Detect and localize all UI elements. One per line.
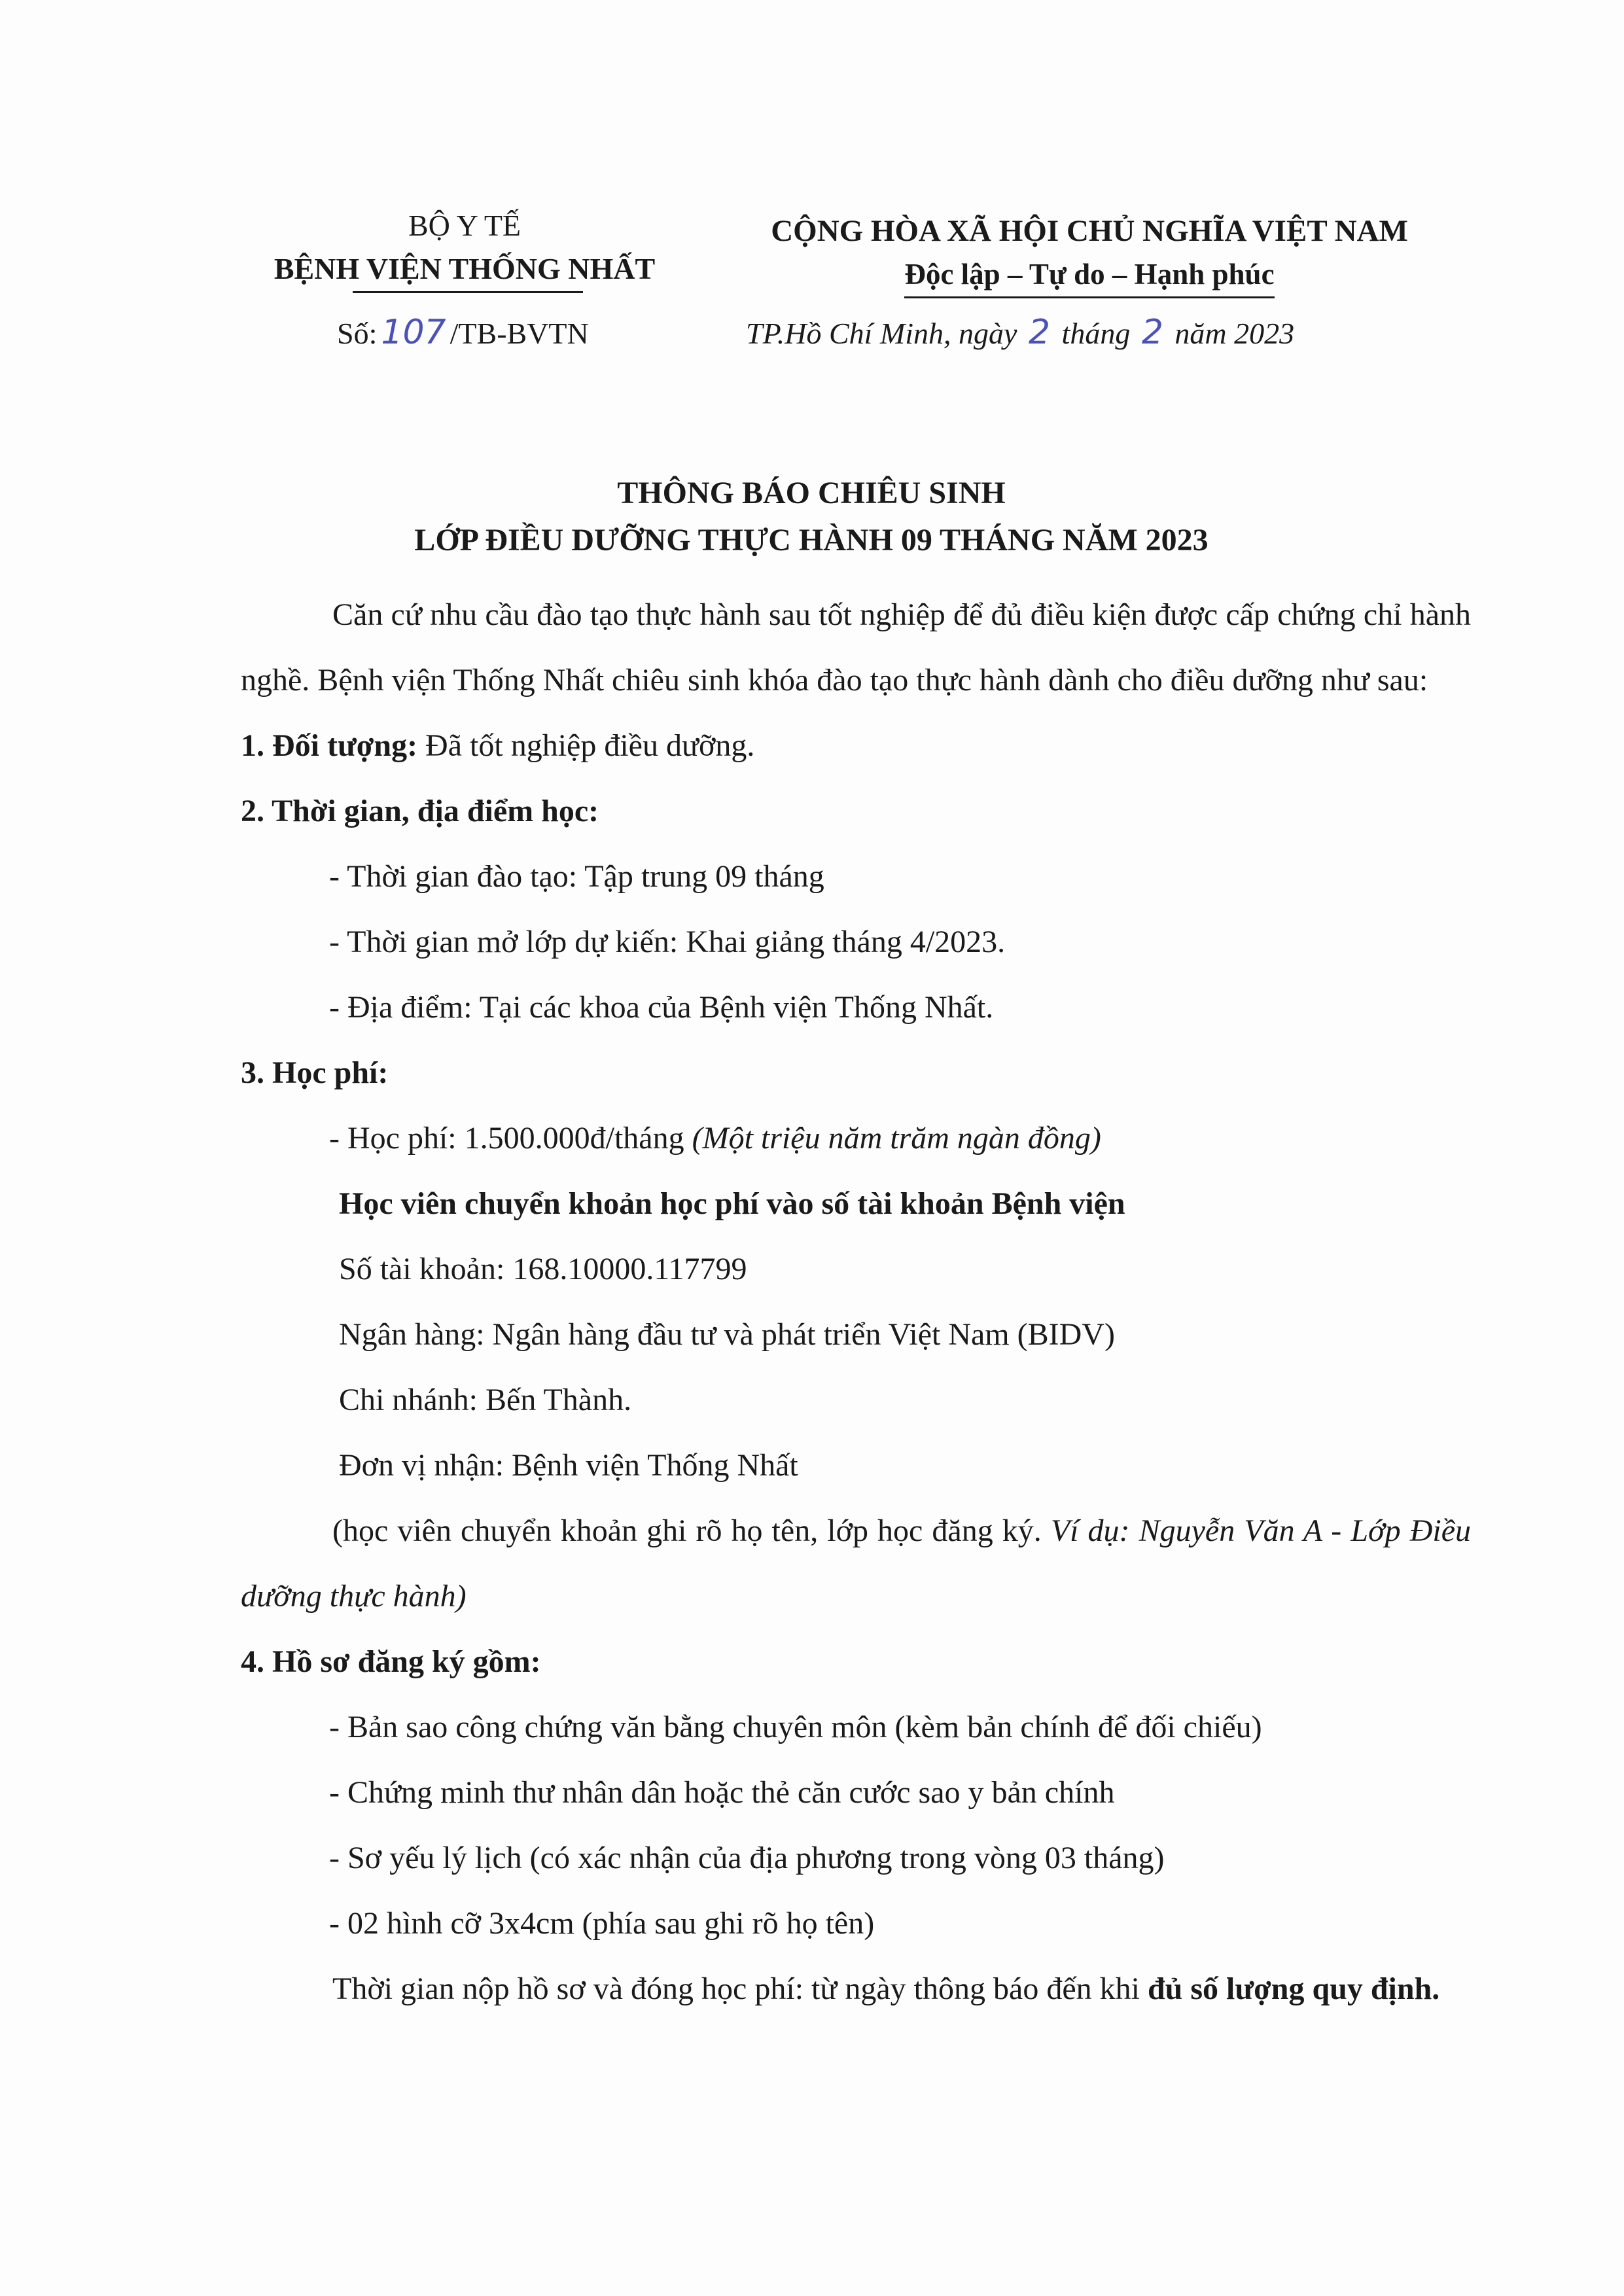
document-item: - Chứng minh thư nhân dân hoặc thẻ căn cước sao y bản chính [329,1775,1115,1810]
month-label: tháng [1061,317,1131,350]
transfer-note: Học viên chuyển khoản học phí vào số tài khoản Bệnh viện [339,1186,1125,1221]
intro-paragraph: Căn cứ nhu cầu đào tạo thực hành sau tốt nghiệp để đủ điều kiện được cấp chứng chỉ hành nghề. Bệnh viện Thống Nhất chiêu sinh khóa đào tạo thực hành dành cho điều dưỡng như sau: [241,597,1471,698]
section-1-text: Đã tốt nghiệp điều dưỡng. [417,728,755,763]
section-2-item: - Thời gian đào tạo: Tập trung 09 tháng [329,859,824,894]
national-motto: Độc lập – Tự do – Hạnh phúc [904,253,1274,296]
handwritten-day: 2 [1028,313,1051,352]
tuition-fee-words: (Một triệu năm trăm ngàn đồng) [692,1121,1101,1156]
deadline-bold: đủ số lượng quy định. [1147,1971,1440,2006]
document-title [236,470,1387,564]
account-number: Số tài khoản: 168.10000.117799 [339,1252,747,1286]
document-item: - 02 hình cỡ 3x4cm (phía sau ghi rõ họ tên) [329,1906,875,1941]
section-target [241,713,1471,779]
handwritten-month: 2 [1141,313,1163,352]
transfer-example-text: (học viên chuyển khoản ghi rõ họ tên, lớp học đăng ký. [332,1513,1051,1548]
bank-name: Ngân hàng: Ngân hàng đầu tư và phát triển Việt Nam (BIDV) [339,1317,1115,1352]
section-1-heading: 1. Đối tượng: [241,728,418,763]
place-prefix: TP.Hồ Chí Minh, ngày [746,317,1017,350]
handwritten-doc-number: 107 [381,313,446,352]
ministry-name: BỘ Y TẾ [408,209,521,242]
section-2-item: - Địa điểm: Tại các khoa của Bệnh viện Thống Nhất. [329,990,994,1025]
year-text: năm 2023 [1174,317,1295,350]
tuition-fee [241,1106,1471,1171]
bank-branch: Chi nhánh: Bến Thành. [339,1383,632,1417]
document-number [337,313,589,352]
tuition-fee-text: - Học phí: 1.500.000đ/tháng [329,1121,692,1156]
title-line-1: THÔNG BÁO CHIÊU SINH [617,476,1006,510]
submission-deadline [241,1956,1471,2022]
title-line-2: LỚP ĐIỀU DƯỠNG THỰC HÀNH 09 THÁNG NĂM 2023 [414,523,1209,557]
document-body [241,582,1471,2022]
issuing-agency [216,204,713,291]
national-title: CỘNG HÒA XÃ HỘI CHỦ NGHĨA VIỆT NAM [771,214,1408,248]
deadline-text: Thời gian nộp hồ sơ và đóng học phí: từ ngày thông báo đến khi [332,1971,1148,2006]
transfer-example [241,1498,1471,1629]
national-header [713,209,1466,296]
section-4-heading: 4. Hồ sơ đăng ký gồm: [241,1644,541,1679]
document-item: - Bản sao công chứng văn bằng chuyên môn (kèm bản chính để đối chiếu) [329,1710,1262,1744]
section-3-heading: 3. Học phí: [241,1055,389,1090]
hospital-name: BỆNH VIỆN THỐNG NHẤT [274,247,655,291]
place-and-date [746,313,1294,352]
section-2-item: - Thời gian mở lớp dự kiến: Khai giảng tháng 4/2023. [329,925,1006,959]
transfer-example-italic: Ví dụ: Nguyễn Văn A - Lớp Điều dưỡng thực hành) [241,1513,1471,1614]
doc-number-prefix: Số: [337,317,378,350]
document-item: - Sơ yếu lý lịch (có xác nhận của địa phương trong vòng 03 tháng) [329,1841,1165,1875]
receiver: Đơn vị nhận: Bệnh viện Thống Nhất [339,1448,798,1483]
doc-number-suffix: /TB-BVTN [450,317,589,350]
section-2-heading: 2. Thời gian, địa điểm học: [241,794,599,828]
